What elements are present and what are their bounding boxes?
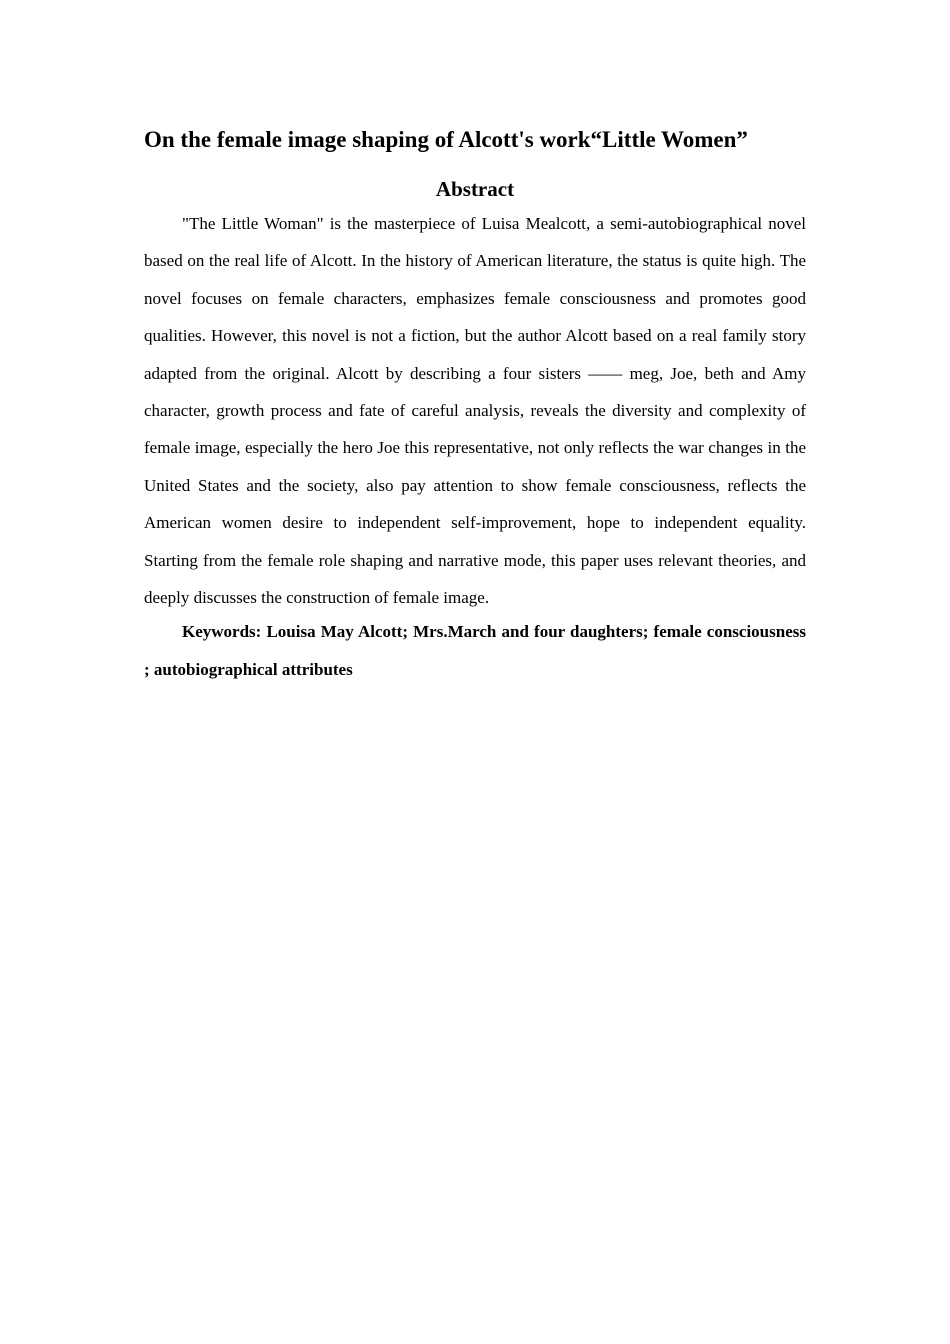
keywords-paragraph bbox=[144, 613, 806, 688]
abstract-heading: Abstract bbox=[435, 177, 515, 201]
keywords-label: Keywords: bbox=[182, 622, 262, 642]
document-page bbox=[144, 124, 806, 688]
paper-title: On the female image shaping of Alcott's work“Little Women” bbox=[144, 127, 748, 152]
keywords-list: Louisa May Alcott; Mrs.March and four daughters; female consciousness ; autobiographical attributes bbox=[144, 622, 806, 679]
abstract-paragraph: "The Little Woman" is the masterpiece of Luisa Mealcott, a semi-autobiographical novel based on the real life of Alcott. In the history of American literature, the status is quite high. The novel focuses on female characters, emphasizes female consciousness and promotes good qualities. However, this novel is not a fiction, but the author Alcott based on a real family story adapted from the original. Alcott by describing a four sisters —— meg, Joe, beth and Amy character, growth process and fate of careful analysis, reveals the diversity and complexity of female image, especially the hero Joe this representative, not only reflects the war changes in the United States and the society, also pay attention to show female consciousness, reflects the American women desire to independent self-improvement, hope to independent equality. Starting from the female role shaping and narrative mode, this paper uses relevant theories, and deeply discusses the construction of female image. bbox=[144, 214, 806, 608]
